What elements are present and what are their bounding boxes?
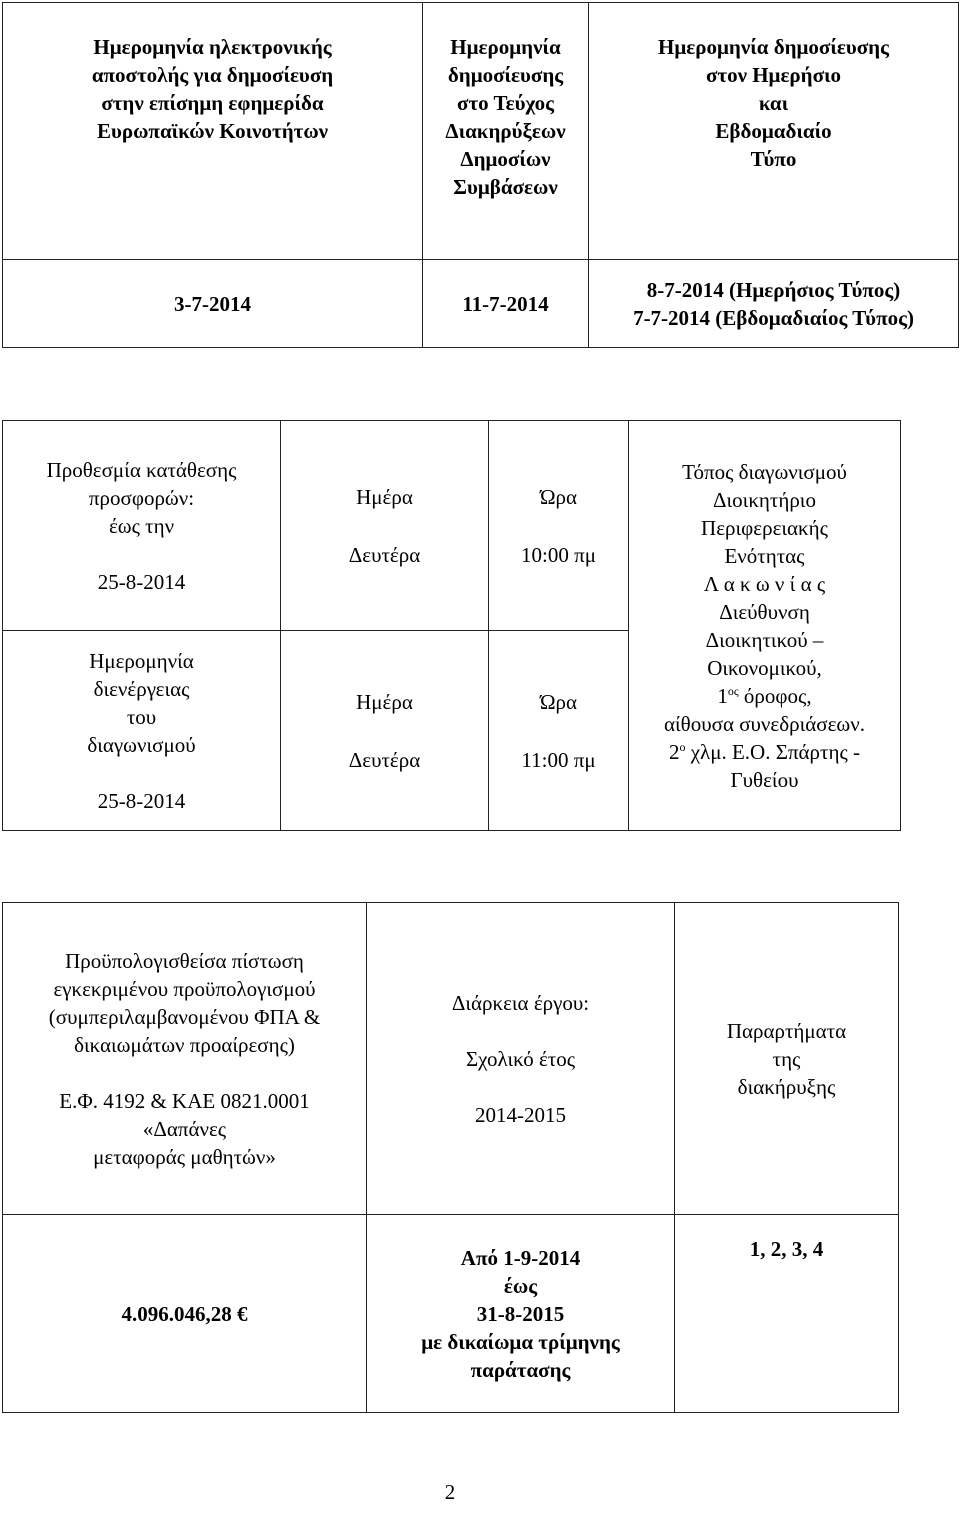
budget-code: Ε.Φ. 4192 & ΚΑΕ 0821.0001 [59, 1088, 310, 1113]
contract-period-cell: Από 1-9-2014 έως 31-8-2015 με δικαίωμα τρίμηνης παράτασης [367, 1215, 675, 1413]
tender-location-cell: Τόπος διαγωνισμού Διοικητήριο Περιφερειακής Ενότητας Λ α κ ω ν ί α ς Διεύθυνση Διοικητικού – Οικονομικού, $1^{o\varsigma}$ όροφος, αίθουσα συνεδριάσεων. $2^o$ χλμ. Ε.Ο. Σπάρτης - Γυθείου [629, 421, 901, 831]
publication-dates-table [2, 2, 959, 348]
deadline-cell: Προθεσμία κατάθεσης προσφορών: έως την 25-8-2014 [3, 421, 281, 631]
annex-header-cell: Παραρτήματα της διακήρυξης [675, 903, 899, 1215]
conduct-date: 25-8-2014 [97, 788, 186, 813]
annex-numbers: 1, 2, 3, 4 [675, 1215, 899, 1413]
deadline-time-cell: Ώρα 10:00 πμ [489, 421, 629, 631]
conduct-cell: Ημερομηνία διενέργειας του διαγωνισμού 25-8-2014 [3, 631, 281, 831]
deadline-date: 25-8-2014 [97, 569, 186, 594]
duration-cell: Διάρκεια έργου: Σχολικό έτος 2014-2015 [367, 903, 675, 1215]
budget-amount: 4.096.046,28 € [3, 1215, 367, 1413]
conduct-time: 11:00 πμ [521, 747, 596, 772]
tender-schedule-table [2, 420, 901, 831]
conduct-time-cell: Ώρα 11:00 πμ [489, 631, 629, 831]
conduct-day-cell: Ημέρα Δευτέρα [281, 631, 489, 831]
deadline-day: Δευτέρα [348, 542, 421, 567]
conduct-day: Δευτέρα [348, 747, 421, 772]
duration-years: 2014-2015 [475, 1102, 566, 1127]
press-publication-dates [589, 260, 959, 348]
deadline-day-cell: Ημέρα Δευτέρα [281, 421, 489, 631]
eu-publication-header: Ημερομηνία ηλεκτρονικής αποστολής για δημοσίευση στην επίσημη εφημερίδα Ευρωπαϊκών Κοινοτήτων [3, 3, 423, 260]
deadline-time: 10:00 πμ [521, 542, 596, 567]
issue-publication-header: Ημερομηνία δημοσίευσης στο Τεύχος Διακηρύξεων Δημοσίων Συμβάσεων [423, 3, 589, 260]
daily-press-date: 8-7-2014 (Ημερήσιος Τύπος) [646, 277, 901, 302]
page-number: 2 [444, 1480, 456, 1504]
budget-cell: Προϋπολογισθείσα πίστωση εγκεκριμένου προϋπολογισμού (συμπεριλαμβανομένου ΦΠΑ & δικαιωμάτων προαίρεσης) Ε.Φ. 4192 & ΚΑΕ 0821.0001 «Δαπάνες μεταφοράς μαθητών» [3, 903, 367, 1215]
weekly-press-date: 7-7-2014 (Εβδομαδιαίος Τύπος) [633, 305, 914, 330]
budget-duration-table [2, 902, 899, 1413]
issue-publication-date: 11-7-2014 [423, 260, 589, 348]
eu-publication-date: 3-7-2014 [3, 260, 423, 348]
press-publication-header: Ημερομηνία δημοσίευσης στον Ημερήσιο και Εβδομαδιαίο Τύπο [589, 3, 959, 260]
